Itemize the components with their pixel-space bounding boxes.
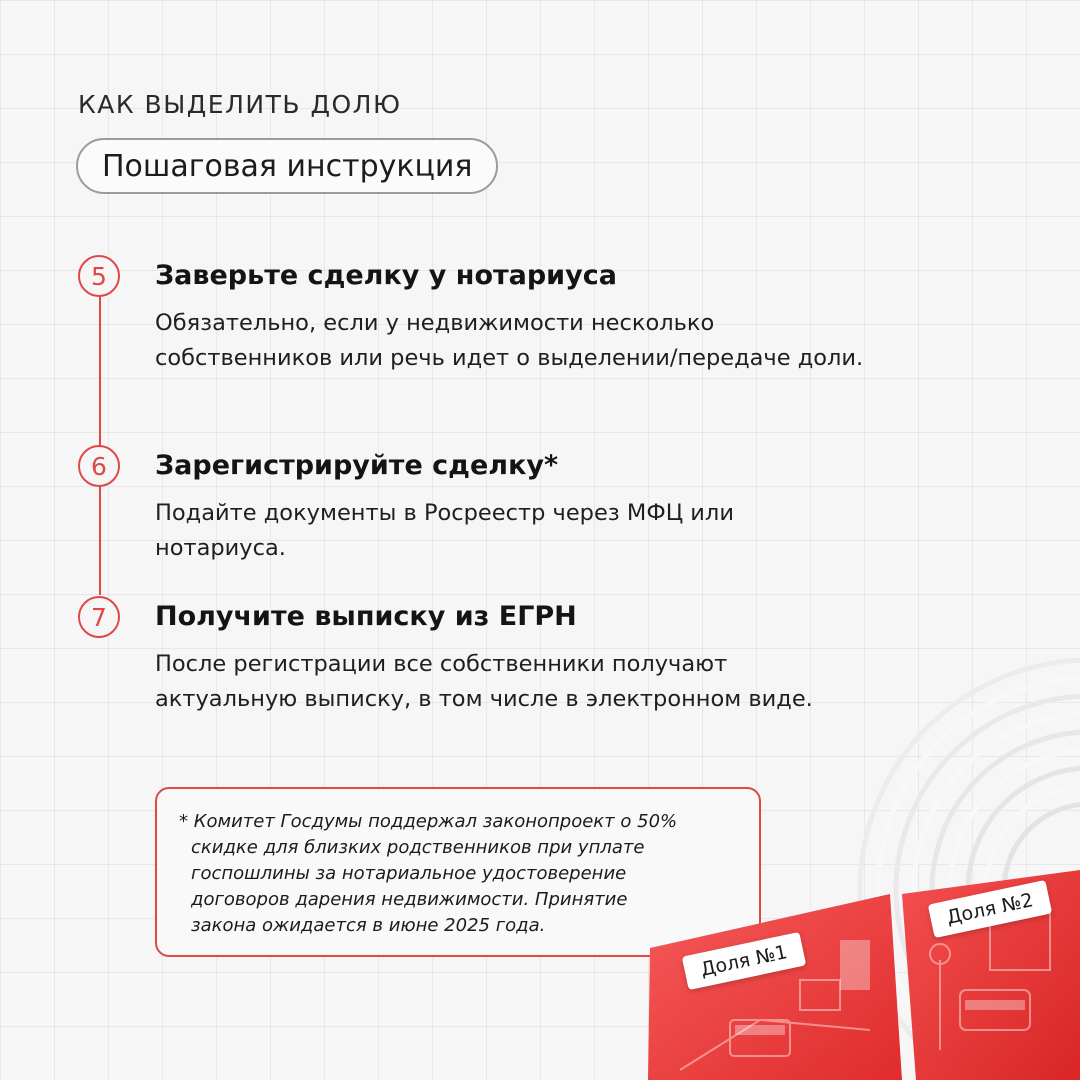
step-number-7: 7	[78, 596, 120, 638]
subtitle-pill: Пошаговая инструкция	[76, 138, 498, 194]
step-title: Зарегистрируйте сделку*	[155, 450, 559, 481]
step-description: После регистрации все собственники получают актуальную выписку, в том числе в электронном виде.	[155, 651, 813, 712]
step-title: Получите выписку из ЕГРН	[155, 601, 577, 632]
eyebrow-title: КАК ВЫДЕЛИТЬ ДОЛЮ	[78, 90, 402, 119]
step-description: Обязательно, если у недвижимости несколько собственников или речь идет о выделении/передаче доли.	[155, 310, 864, 371]
step-number-6: 6	[78, 445, 120, 487]
step-description: Подайте документы в Росреестр через МФЦ или нотариуса.	[155, 500, 734, 561]
room-label-2: Доля №2	[928, 880, 1052, 938]
step-number-5: 5	[78, 255, 120, 297]
footnote-text: * Комитет Госдумы поддержал законопроект о 50% скидке для близких родственников при уплате госпошлины за нотариальное удостоверение договоров дарения недвижимости. Принятие закона ожидается в июне 2025 года.	[179, 811, 678, 936]
step-5	[155, 258, 915, 376]
room-label-1: Доля №1	[682, 932, 806, 990]
step-6	[155, 448, 915, 566]
step-title: Заверьте сделку у нотариуса	[155, 260, 617, 291]
step-7	[155, 599, 915, 717]
